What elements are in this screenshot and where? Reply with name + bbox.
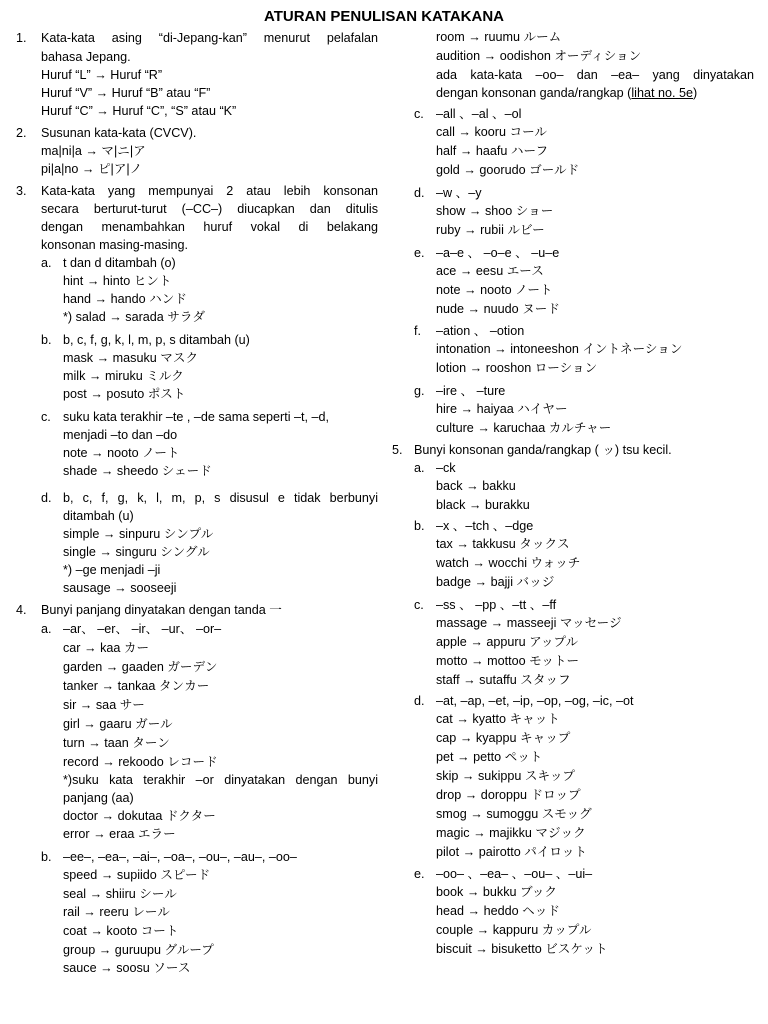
rule-5c-example: massage → masseeji マッセージ — [436, 616, 622, 630]
rule-4b-example: speed → supiido スピード — [63, 868, 211, 882]
arrow-icon: → — [467, 302, 481, 316]
arrow-icon: → — [83, 905, 96, 919]
rule-3b-example: mask → masuku マスク — [63, 351, 199, 365]
arrow-icon: → — [459, 731, 473, 745]
rule-5-number: 5. — [392, 443, 403, 457]
rule-2-example: ma|ni|a → マ|ニ|ア — [41, 144, 146, 158]
arrow-icon: → — [469, 361, 483, 375]
arrow-icon: → — [466, 885, 480, 899]
arrow-icon: → — [109, 310, 122, 324]
rule-3d-example: simple → sinpuru シンプル — [63, 527, 214, 541]
rule-5e-example: biscuit → bisuketto ビスケット — [436, 942, 608, 956]
arrow-icon: → — [101, 809, 115, 823]
arrow-icon: → — [471, 654, 484, 668]
arrow-icon: → — [100, 464, 114, 478]
arrow-icon: → — [89, 887, 103, 901]
arrow-icon: → — [102, 755, 115, 769]
rule-3d-example: *) –ge menjadi –ji — [63, 563, 161, 577]
rule-3a-example: *) salad → sarada サラダ — [63, 310, 205, 324]
arrow-icon: → — [96, 351, 110, 365]
arrow-icon: → — [463, 673, 476, 687]
rule-1-number: 1. — [16, 31, 27, 45]
arrow-icon: → — [93, 827, 106, 841]
rule-5d-example: pilot → pairotto パイロット — [436, 845, 587, 859]
arrow-icon: → — [100, 868, 114, 882]
arrow-icon: → — [474, 575, 488, 589]
rule-5a-example: back → bakku — [436, 479, 516, 493]
arrow-icon: → — [81, 162, 95, 176]
rule-5e-example: couple → kappuru カップル — [436, 923, 592, 937]
rule-4a-example: tanker → tankaa タンカー — [63, 679, 210, 693]
arrow-icon: → — [88, 736, 101, 750]
rule-3-text: secara berturut-turut (–CC–) diucapkan dan ditulis — [41, 202, 378, 216]
arrow-icon: → — [468, 498, 482, 512]
rule-5e-example: head → heddo ヘッド — [436, 904, 560, 918]
rule-3b-example: milk → miruku ミルク — [63, 369, 184, 383]
rule-3d-example: sausage → sooseeji — [63, 581, 177, 595]
rule-4c-example: call → kooru コール — [436, 125, 548, 139]
rule-4b-note: ada kata-kata –oo– dan –ea– yang dinyatakan — [436, 68, 754, 82]
arrow-icon: → — [490, 616, 504, 630]
arrow-icon: → — [464, 788, 478, 802]
cross-reference-link[interactable]: lihat no. 5e — [631, 86, 693, 100]
arrow-icon: → — [114, 581, 127, 595]
rule-5d-example: cap → kyappu キャップ — [436, 731, 571, 745]
rule-5c-marker: c. — [414, 598, 424, 612]
rule-4c-marker: c. — [414, 107, 424, 121]
rule-5a-marker: a. — [414, 461, 425, 475]
rule-3d-marker: d. — [41, 491, 52, 505]
rule-3b-heading: b, c, f, g, k, l, m, p, s ditambah (u) — [63, 333, 250, 347]
arrow-icon: → — [475, 942, 488, 956]
rule-1-text: Kata-kata asing “di-Jepang-kan” menurut pelafalan — [41, 31, 378, 45]
arrow-icon: → — [466, 479, 479, 493]
arrow-icon: → — [458, 125, 471, 139]
rule-5c-example: staff → sutaffu スタッフ — [436, 673, 571, 687]
arrow-icon: → — [463, 163, 476, 177]
rule-4a-example: turn → taan ターン — [63, 736, 170, 750]
arrow-icon: → — [470, 635, 483, 649]
rule-3b-marker: b. — [41, 333, 52, 347]
arrow-icon: → — [468, 30, 481, 44]
rule-4b-marker: b. — [41, 850, 52, 864]
rule-3a-example: hand → hando ハンド — [63, 292, 187, 306]
rule-4g-example: hire → haiyaa ハイヤー — [436, 402, 568, 416]
rule-3d-heading: ditambah (u) — [63, 509, 134, 523]
arrow-icon: → — [96, 104, 109, 118]
rule-1-mapping: Huruf “C” → Huruf “C”, “S” atau “K” — [41, 104, 237, 118]
arrow-icon: → — [456, 712, 469, 726]
rule-3-number: 3. — [16, 184, 27, 198]
arrow-icon: → — [459, 144, 473, 158]
rule-4d-heading: –w 、–y — [436, 186, 482, 200]
rule-3b-example: post → posuto ポスト — [63, 387, 186, 401]
arrow-icon: → — [460, 402, 474, 416]
rule-4a-example: girl → gaaru ガール — [63, 717, 173, 731]
arrow-icon: → — [102, 527, 116, 541]
rule-5e-example: book → bukku ブック — [436, 885, 557, 899]
note-text: dengan konsonan ganda/rangkap ( — [436, 86, 632, 100]
rule-5d-marker: d. — [414, 694, 425, 708]
arrow-icon: → — [472, 556, 485, 570]
rule-4f-marker: f. — [414, 324, 421, 338]
rule-5d-example: skip → sukippu スキップ — [436, 769, 576, 783]
rule-5c-example: apple → appuru アップル — [436, 635, 579, 649]
rule-3a-marker: a. — [41, 256, 52, 270]
rule-5e-marker: e. — [414, 867, 425, 881]
arrow-icon: → — [101, 679, 115, 693]
rule-4a-example: car → kaa カー — [63, 641, 150, 655]
rule-4f-heading: –ation 、 –otion — [436, 324, 525, 338]
rule-5d-example: cat → kyatto キャット — [436, 712, 560, 726]
rule-4g-example: culture → karuchaa カルチャー — [436, 421, 612, 435]
rule-3c-marker: c. — [41, 410, 51, 424]
arrow-icon: → — [84, 641, 97, 655]
arrow-icon: → — [83, 717, 96, 731]
rule-4a-example: garden → gaaden ガーデン — [63, 660, 218, 674]
arrow-icon: → — [476, 923, 490, 937]
rule-3c-example: shade → sheedo シェード — [63, 464, 212, 478]
rule-4e-heading: –a–e 、 –o–e 、 –u–e — [436, 246, 560, 260]
rule-4b-example: room → ruumu ルーム — [436, 30, 562, 44]
rule-5b-example: tax → takkusu タックス — [436, 537, 570, 551]
arrow-icon: → — [105, 660, 119, 674]
rule-3c-example: note → nooto ノート — [63, 446, 180, 460]
rule-4a-example: sir → saa サー — [63, 698, 145, 712]
rule-4b-example: group → guruupu グループ — [63, 943, 214, 957]
arrow-icon: → — [94, 292, 108, 306]
arrow-icon: → — [459, 264, 473, 278]
rule-4c-heading: –all 、–al 、–ol — [436, 107, 522, 121]
rule-4d-example: show → shoo ショー — [436, 204, 554, 218]
rule-4d-example: ruby → rubii ルビー — [436, 223, 545, 237]
rule-4e-example: note → nooto ノート — [436, 283, 553, 297]
arrow-icon: → — [79, 698, 93, 712]
rule-1-mapping: Huruf “V” → Huruf “B” atau “F” — [41, 86, 211, 100]
rule-4b-heading: –ee–, –ea–, –ai–, –oa–, –ou–, –au–, –oo– — [63, 850, 297, 864]
rule-4e-example: nude → nuudo ヌード — [436, 302, 560, 316]
rule-4a-example: record → rekoodo レコード — [63, 755, 218, 769]
arrow-icon: → — [99, 545, 112, 559]
rule-2-example: pi|a|no → ピ|ア|ノ — [41, 162, 143, 176]
rule-4a-note: *)suku kata terakhir –or dinyatakan dengan bunyi — [63, 773, 378, 787]
arrow-icon: → — [91, 446, 104, 460]
rule-4c-example: gold → goorudo ゴールド — [436, 163, 580, 177]
rule-5c-heading: –ss 、 –pp 、–tt 、–ff — [436, 598, 557, 612]
rule-4c-example: half → haafu ハーフ — [436, 144, 549, 158]
rule-4-number: 4. — [16, 603, 27, 617]
arrow-icon: → — [90, 924, 103, 938]
page-title: ATURAN PENULISAN KATAKANA — [264, 8, 504, 25]
rule-5a-heading: –ck — [436, 461, 456, 475]
arrow-icon: → — [464, 223, 477, 237]
arrow-icon: → — [494, 342, 507, 356]
arrow-icon: → — [468, 204, 482, 218]
rule-4a-example: doctor → dokutaa ドクター — [63, 809, 216, 823]
rule-4a-heading: –ar、 –er、 –ir、 –ur、 –or– — [63, 622, 222, 636]
rule-5c-example: motto → mottoo モットー — [436, 654, 580, 668]
arrow-icon: → — [464, 283, 477, 297]
arrow-icon: → — [470, 807, 483, 821]
rule-4b-example: coat → kooto コート — [63, 924, 179, 938]
rule-4g-marker: g. — [414, 384, 425, 398]
arrow-icon: → — [85, 144, 98, 158]
rule-1-mapping: Huruf “L” → Huruf “R” — [41, 68, 163, 82]
rule-5b-heading: –x 、–tch 、–dge — [436, 519, 534, 533]
arrow-icon: → — [98, 943, 112, 957]
arrow-icon: → — [86, 274, 100, 288]
rule-5d-example: drop → doroppu ドロップ — [436, 788, 581, 802]
arrow-icon: → — [88, 369, 102, 383]
rule-3a-example: hint → hinto ヒント — [63, 274, 172, 288]
rule-4b-example: sauce → soosu ソース — [63, 961, 191, 975]
rule-2-number: 2. — [16, 126, 27, 140]
rule-5b-marker: b. — [414, 519, 425, 533]
arrow-icon: → — [100, 961, 113, 975]
rule-4b-note — [436, 84, 754, 103]
arrow-icon: → — [483, 49, 497, 63]
rule-4f-example: intonation → intoneeshon イントネーション — [436, 342, 683, 356]
arrow-icon: → — [456, 537, 469, 551]
arrow-icon: → — [477, 421, 490, 435]
rule-4e-example: ace → eesu エース — [436, 264, 544, 278]
rule-3-text: Kata-kata yang mempunyai 2 atau lebih konsonan — [41, 184, 378, 198]
arrow-icon: → — [473, 826, 486, 840]
rule-5d-example: magic → majikku マジック — [436, 826, 586, 840]
rule-4d-marker: d. — [414, 186, 425, 200]
rule-5-text: Bunyi konsonan ganda/rangkap ( ッ) tsu kecil. — [414, 443, 672, 457]
rule-3c-heading: suku kata terakhir –te , –de sama seperti –t, –d, — [63, 410, 330, 424]
rule-4g-heading: –ire 、 –ture — [436, 384, 506, 398]
arrow-icon: → — [461, 769, 475, 783]
arrow-icon: → — [457, 750, 470, 764]
rule-3d-heading: b, c, f, g, k, l, m, p, s disusul e tidak berbunyi — [63, 491, 378, 505]
rule-3-text: konsonan masing-masing. — [41, 238, 189, 252]
rule-4f-example: lotion → rooshon ローション — [436, 361, 598, 375]
rule-4a-marker: a. — [41, 622, 52, 636]
rule-5d-example: smog → sumoggu スモッグ — [436, 807, 592, 821]
note-text: ) — [693, 86, 698, 100]
rule-5b-example: watch → wocchi ウォッチ — [436, 556, 581, 570]
rule-2-text: Susunan kata-kata (CVCV). — [41, 126, 197, 140]
rule-4b-example: rail → reeru レール — [63, 905, 170, 919]
rule-5d-heading: –at, –ap, –et, –ip, –op, –og, –ic, –ot — [436, 694, 634, 708]
rule-4e-marker: e. — [414, 246, 425, 260]
rule-4a-example: error → eraa エラー — [63, 827, 176, 841]
rule-5a-example: black → burakku — [436, 498, 530, 512]
rule-3c-heading: menjadi –to dan –do — [63, 428, 178, 442]
rule-5e-heading: –oo– 、–ea– 、–ou– 、–ui– — [436, 867, 593, 881]
arrow-icon: → — [467, 904, 481, 918]
arrow-icon: → — [462, 845, 476, 859]
rule-3d-example: single → singuru シングル — [63, 545, 210, 559]
rule-5b-example: badge → bajji バッジ — [436, 575, 555, 589]
rule-3a-heading: t dan d ditambah (o) — [63, 256, 176, 270]
rule-4b-example: seal → shiiru シール — [63, 887, 177, 901]
rule-4b-example: audition → oodishon オーディション — [436, 49, 642, 63]
rule-4a-note: panjang (aa) — [63, 791, 134, 805]
arrow-icon: → — [94, 68, 107, 82]
arrow-icon: → — [95, 86, 109, 100]
rule-4-text: Bunyi panjang dinyatakan dengan tanda 一 — [41, 603, 282, 617]
rule-3-text: dengan menambahkan huruf vokal di belakang — [41, 220, 378, 234]
rule-5d-example: pet → petto ペット — [436, 750, 543, 764]
arrow-icon: → — [90, 387, 103, 401]
rule-1-text: bahasa Jepang. — [41, 50, 131, 64]
